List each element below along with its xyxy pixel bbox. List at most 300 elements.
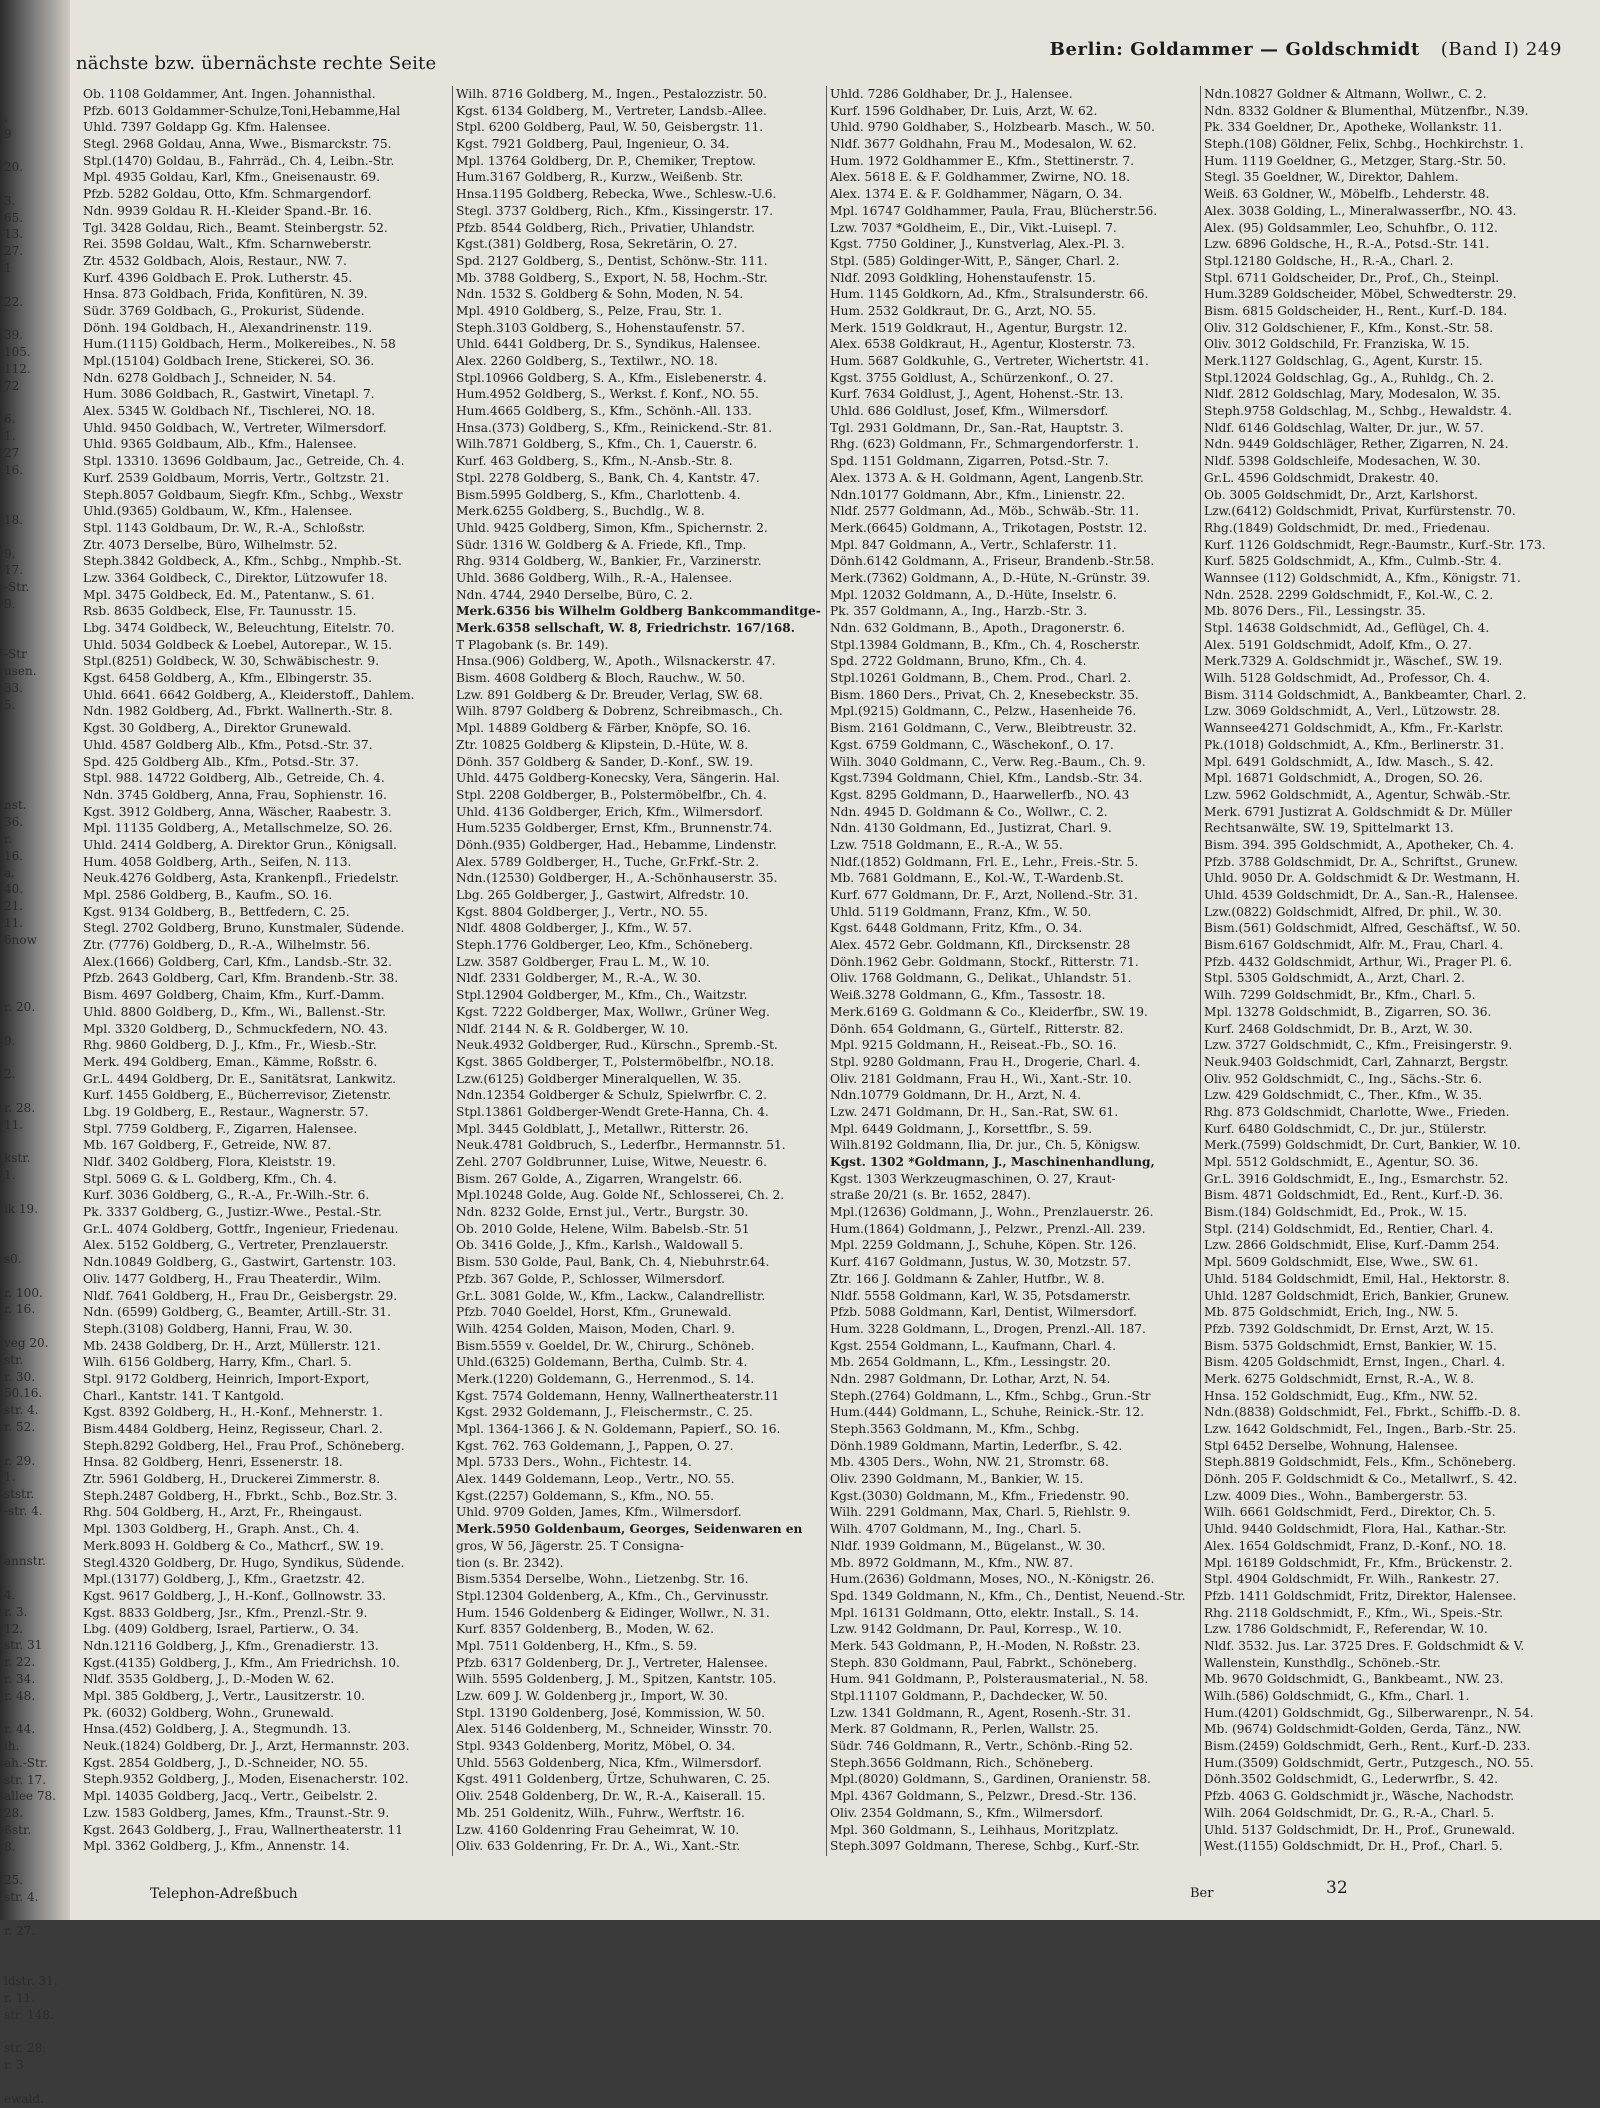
listing-entry: Uhld. 3686 Goldberg, Wilh., R.-A., Halensee. (456, 570, 733, 585)
listing-entry: Wilh. 4707 Goldmann, M., Ing., Charl. 5. (830, 1522, 1082, 1537)
listing-entry: Ndn. 4130 Goldmann, Ed., Justizrat, Charl. 9. (830, 821, 1112, 836)
listing-entry: Rhg. 2118 Goldschmidt, F., Kfm., Wi., Speis.-Str. (1204, 1605, 1503, 1620)
listing-entry: Lbg. 19 Goldberg, E., Restaur., Wagnerstr. 57. (83, 1104, 369, 1119)
listing-entry: Uhld. 8800 Goldberg, D., Kfm., Wi., Ballenst.-Str. (83, 1004, 387, 1019)
listing-entry: Mpl. 1303 Goldberg, H., Graph. Anst., Ch. 4. (83, 1522, 360, 1537)
listing-entry: Mpl. 16871 Goldschmidt, A., Drogen, SO. 26. (1204, 771, 1483, 786)
listing-entry: Merk.1127 Goldschlag, G., Agent, Kurstr. 15. (1204, 354, 1483, 368)
listing-entry: Hum. 3086 Goldbach, R., Gastwirt, Vinetapl. 7. (83, 387, 375, 402)
listing-entry: Bism. 6815 Goldscheider, H., Rent., Kurf.-D. 184. (1204, 303, 1508, 318)
listing-entry: Mb. 7681 Goldmann, E., Kol.-W., T.-Wardenb.St. (830, 871, 1124, 886)
footer-page-number: 32 (1326, 1878, 1348, 1898)
listing-entry: Kurf. 3036 Goldberg, G., R.-A., Fr.-Wilh.-Str. 6. (83, 1188, 370, 1203)
listing-entry: Uhld. 9050 Dr. A. Goldschmidt & Dr. Westmann, H. (1204, 871, 1521, 886)
margin-fragment (4, 781, 78, 798)
listing-entry: Uhld. 7286 Goldhaber, Dr. J., Halensee. (830, 87, 1073, 101)
listing-entry: Alex. 5152 Goldberg, G., Vertreter, Prenzlauerstr. (83, 1238, 389, 1253)
listing-entry: Merk.8093 H. Goldberg & Co., Mathcrf., SW. 19. (83, 1538, 384, 1553)
listing-entry: Spd. 2127 Goldberg, S., Dentist, Schönw.-Str. 111. (456, 253, 768, 268)
margin-fragment (4, 747, 78, 764)
listing-entry: Lzw. 891 Goldberg & Dr. Breuder, Verlag, SW. 68. (456, 687, 763, 702)
listing-entry: Kgst. 7750 Goldiner, J., Kunstverlag, Alex.-Pl. 3. (830, 237, 1125, 252)
listing-entry: Stpl.12024 Goldschlag, Gg., A., Ruhldg., Ch. 2. (1204, 370, 1495, 385)
margin-fragment: 18. (4, 512, 24, 527)
page-title: Berlin: Goldammer — Goldschmidt (1049, 39, 1420, 60)
listing-entry: Merk.5950 Goldenbaum, Georges, Seidenwaren en (456, 1522, 803, 1537)
listing-entry: Neuk.9403 Goldschmidt, Carl, Zahnarzt, Bergstr. (1204, 1054, 1509, 1069)
listing-entry: Bism.5995 Goldberg, S., Kfm., Charlottenb. 4. (456, 487, 741, 502)
listing-entry: Nldf. 4808 Goldberger, J., Kfm., W. 57. (456, 921, 692, 936)
listing-entry: Gr.L. 3916 Goldschmidt, E., Ing., Esmarchstr. 52. (1204, 1171, 1509, 1186)
listing-entry: Bism.(561) Goldschmidt, Alfred, Geschäftsf., W. 50. (1204, 921, 1521, 936)
listing-entry: Dönh.3502 Goldschmidt, G., Lederwrfbr., S. 42. (1204, 1772, 1498, 1787)
listing-entry: Oliv. 952 Goldschmidt, C., Ing., Sächs.-Str. 6. (1204, 1071, 1482, 1086)
listing-entry: Hum.(1864) Goldmann, J., Pelzwr., Prenzl.-All. 239. (830, 1221, 1146, 1236)
listing-entry: Kurf. 6480 Goldschmidt, C., Dr. jur., Stülerstr. (1204, 1121, 1487, 1136)
listing-entry: Kgst. 762. 763 Goldemann, J., Pappen, O. 27. (456, 1438, 734, 1453)
listing-entry: Spd. 2722 Goldmann, Bruno, Kfm., Ch. 4. (830, 654, 1087, 669)
listing-entry: Merk.(1220) Goldemann, G., Herrenmod., S. 14. (456, 1371, 755, 1386)
listing-entry: Kurf. 1455 Goldberg, E., Bücherrevisor, Zietenstr. (83, 1088, 392, 1103)
margin-fragment: 105. (4, 344, 31, 359)
listing-entry: Hum. 1119 Goeldner, G., Metzger, Starg.-Str. 50. (1204, 153, 1507, 168)
listing-entry: Mpl. 16747 Goldhammer, Paula, Frau, Blücherstr.56. (830, 203, 1158, 218)
listing-entry: Hum.(444) Goldmann, L., Schuhe, Reinick.-Str. 12. (830, 1405, 1145, 1420)
margin-fragment (4, 713, 78, 730)
listing-entry: Alex.(1666) Goldberg, Carl, Kfm., Landsb.-Str. 32. (83, 954, 393, 969)
listing-entry: Kurf. 2468 Goldschmidt, Dr. B., Arzt, W. 30. (1204, 1021, 1473, 1036)
margin-fragment (4, 1956, 78, 1973)
listing-entry: Mb. (9674) Goldschmidt-Golden, Gerda, Tänz., NW. (1204, 1722, 1522, 1737)
listing-entry: Uhld. 4539 Goldschmidt, Dr. A., San.-R., Halensee. (1204, 888, 1519, 902)
listing-entry: Neuk.(1824) Goldberg, Dr. J., Arzt, Hermannstr. 203. (83, 1739, 410, 1754)
listing-entry: Uhld. 9450 Goldbach, W., Vertreter, Wilmersdorf. (83, 420, 387, 435)
margin-fragment (4, 965, 78, 982)
listing-entry: Lzw. 609 J. W. Goldenberg jr., Import, W. 30. (456, 1689, 728, 1703)
listing-entry: Kgst. 4911 Goldenberg, Ürtze, Schuhwaren, C. 25. (456, 1772, 771, 1787)
margin-fragment: 5. (4, 697, 16, 712)
margin-fragment (4, 1906, 78, 1923)
listing-entry: Alex. 5146 Goldenberg, M., Schneider, Winsstr. 70. (456, 1722, 773, 1737)
listing-entry: Steph.8057 Goldbaum, Siegfr. Kfm., Schbg., Wexstr (83, 487, 403, 502)
listing-entry: Bism.5354 Derselbe, Wohn., Lietzenbg. Str. 16. (456, 1572, 749, 1587)
listing-entry: Kgst. 3912 Goldberg, Anna, Wäscher, Raabestr. 3. (83, 804, 392, 819)
listing-entry: Lbg. 265 Goldberger, J., Gastwirt, Alfredstr. 10. (456, 888, 749, 902)
listing-entry: Stpl.12180 Goldsche, H., R.-A., Charl. 2. (1204, 253, 1454, 268)
listing-entry: Wilh. 6156 Goldberg, Harry, Kfm., Charl. 5. (83, 1355, 352, 1370)
listing-entry: Alex. 1373 A. & H. Goldmann, Agent, Langenb.Str. (830, 470, 1144, 485)
listing-entry: Südr. 3769 Goldbach, G., Prokurist, Südende. (83, 303, 365, 318)
listing-entry: Mb. 8076 Ders., Fil., Lessingstr. 35. (1204, 604, 1426, 619)
listing-entry: Lzw. 7037 *Goldheim, E., Dir., Vikt.-Luisepl. 7. (830, 220, 1117, 235)
listing-entry: Rhg. (623) Goldmann, Fr., Schmargendorferstr. 1. (830, 437, 1139, 452)
listing-entry: Lzw. 1642 Goldschmidt, Fel., Ingen., Barb.-Str. 25. (1204, 1422, 1517, 1436)
listing-entry: Merk. 494 Goldberg, Eman., Kämme, Roßstr. 6. (83, 1054, 378, 1069)
listing-entry: Uhld.(9365) Goldbaum, W., Kfm., Halensee. (83, 504, 353, 519)
listing-entry: Uhld. 6441 Goldberg, Dr. S., Syndikus, Halensee. (456, 337, 761, 352)
listing-entry: Hum.(1115) Goldbach, Herm., Molkereibes., N. 58 (83, 337, 396, 352)
margin-fragment (4, 1016, 78, 1033)
margin-fragment: 16. (4, 462, 24, 477)
listing-entry: Oliv. 3012 Goldschild, Fr. Franziska, W. 15. (1204, 337, 1470, 352)
margin-fragment: 1. (4, 1470, 16, 1485)
listing-entry: Pfzb. 7392 Goldschmidt, Dr. Ernst, Arzt, W. 15. (1204, 1321, 1494, 1336)
margin-fragment: a. (4, 865, 15, 880)
margin-fragment: r. 3 (4, 2058, 24, 2073)
margin-fragment: ststr. (4, 1487, 35, 1502)
listing-entry: Bism. 1860 Ders., Privat, Ch. 2, Knesebeckstr. 35. (830, 687, 1139, 702)
margin-fragment: 3. (4, 193, 16, 208)
listing-entry: Uhld. 9790 Goldhaber, S., Holzbearb. Masch., W. 50. (830, 120, 1155, 135)
listing-entry: Mb. 167 Goldberg, F., Getreide, NW. 87. (83, 1138, 332, 1153)
footer-mark: Ber (1190, 1886, 1214, 1901)
listing-entry: Kgst.(2257) Goldemann, S., Kfm., NO. 55. (456, 1488, 714, 1503)
column-1 (80, 86, 450, 1856)
listing-entry: Stegl. 2968 Goldau, Anna, Wwe., Bismarckstr. 75. (83, 137, 392, 152)
listing-entry: Kurf. 2539 Goldbaum, Morris, Vertr., Goltzstr. 21. (83, 470, 390, 485)
listing-entry: Mpl. 6449 Goldmann, J., Korsettfbr., S. 59. (830, 1121, 1093, 1136)
listing-entry: Ztr. (7776) Goldberg, D., R.-A., Wilhelmstr. 56. (83, 938, 371, 953)
listing-entry: Rhg. 9860 Goldberg, D. J., Kfm., Fr., Wiesb.-Str. (83, 1038, 377, 1053)
listing-entry: Wilh.7871 Goldberg, S., Kfm., Ch. 1, Cauerstr. 6. (456, 437, 758, 452)
listing-entry: Nldf.(1852) Goldmann, Frl. E., Lehr., Freis.-Str. 5. (830, 854, 1139, 869)
listing-entry: Ndn. 2528. 2299 Goldschmidt, F., Kol.-W., C. 2. (1204, 587, 1494, 602)
listing-entry: Mpl. 6491 Goldschmidt, A., Idw. Masch., S. 42. (1204, 754, 1494, 769)
listing-entry: Hum. 5687 Goldkuhle, G., Vertreter, Wichertstr. 41. (830, 354, 1149, 368)
listing-entry: Wilh. 8797 Goldberg & Dobrenz, Schreibmasch., Ch. (456, 704, 783, 719)
margin-fragment: 1 (4, 260, 12, 275)
listing-entry: Lzw. 9142 Goldmann, Dr. Paul, Korresp., W. 10. (830, 1622, 1122, 1637)
listing-entry: Ndn. 1532 S. Goldberg & Sohn, Moden, N. 54. (456, 287, 744, 302)
listing-entry: Mpl. 847 Goldmann, A., Vertr., Schlaferstr. 11. (830, 537, 1117, 552)
listing-entry: Pfzb. 8544 Goldberg, Rich., Privatier, Uhlandstr. (456, 220, 755, 235)
listing-entry: Kgst.(3030) Goldmann, M., Kfm., Friedenstr. 90. (830, 1488, 1130, 1503)
listing-entry: Steph.8819 Goldschmidt, Fels., Kfm., Schöneberg. (1204, 1455, 1516, 1470)
listing-entry: Kgst. 8295 Goldmann, D., Haarwellerfb., NO. 43 (830, 787, 1130, 802)
margin-fragment: r. 100. (4, 1285, 43, 1300)
listing-entry: Lbg. (409) Goldberg, Israel, Partierw., O. 34. (83, 1622, 359, 1637)
listing-entry: Ndn.12354 Goldberger & Schulz, Spielwrfbr. C. 2. (456, 1088, 768, 1103)
continuation-note: nächste bzw. übernächste rechte Seite (76, 53, 437, 74)
listing-entry: Rechtsanwälte, SW. 19, Spittelmarkt 13. (1204, 821, 1454, 836)
listing-entry: Pfzb. 6013 Goldammer-Schulze,Toni,Hebamme,Hal (83, 103, 401, 118)
margin-fragment (4, 1318, 78, 1335)
listing-entry: Kgst. 2643 Goldberg, J., Frau, Wallnertheaterstr. 11 (83, 1822, 404, 1837)
listing-entry: Uhld.(6325) Goldemann, Bertha, Culmb. Str. 4. (456, 1355, 748, 1370)
listing-entry: Stpl. 6711 Goldscheider, Dr., Prof., Ch., Steinpl. (1204, 270, 1500, 285)
listing-entry: Stpl. 9343 Goldenberg, Moritz, Möbel, O. 34. (456, 1739, 736, 1754)
margin-fragment (4, 394, 78, 411)
margin-fragment: annstr. (4, 1554, 46, 1569)
listing-entry: Stegl.4320 Goldberg, Dr. Hugo, Syndikus, Südende. (83, 1555, 405, 1570)
listing-entry: Steph.3103 Goldberg, S., Hohenstaufenstr. 57. (456, 320, 746, 335)
listing-entry: Wilh. 8716 Goldberg, M., Ingen., Pestalozzistr. 50. (456, 87, 768, 101)
listing-entry: Uhld. 4587 Goldberg Alb., Kfm., Potsd.-Str. 37. (83, 737, 373, 752)
listing-entry: Mpl. 4935 Goldau, Karl, Kfm., Gneisenaustr. 69. (83, 170, 380, 185)
listing-entry: Ndn. 4744, 2940 Derselbe, Büro, C. 2. (456, 587, 693, 602)
listing-entry: Steph.1776 Goldberger, Leo, Kfm., Schöneberg. (456, 938, 753, 953)
margin-fragment: ßstr. (4, 1823, 32, 1838)
listing-entry: Wilh. 6661 Goldschmidt, Ferd., Direktor, Ch. 5. (1204, 1505, 1496, 1520)
listing-entry: Uhld. 7397 Goldapp Gg. Kfm. Halensee. (83, 120, 331, 135)
listing-entry: Nldf. 3677 Goldhahn, Frau M., Modesalon, W. 62. (830, 137, 1137, 152)
listing-entry: Mpl.(15104) Goldbach Irene, Stickerei, SO. 36. (83, 354, 375, 368)
listing-entry: Ndn.10827 Goldner & Altmann, Wollwr., C. 2. (1204, 87, 1487, 101)
margin-fragment: str. 28. (4, 2041, 47, 2056)
listing-entry: Stpl. 2278 Goldberg, S., Bank, Ch. 4, Kantstr. 47. (456, 470, 760, 485)
listing-entry: Kgst. 2932 Goldemann, J., Fleischermstr., C. 25. (456, 1405, 753, 1420)
listing-entry: Lzw. 4160 Goldenring Frau Geheimrat, W. 10. (456, 1822, 740, 1837)
margin-fragment: 17. (4, 563, 24, 578)
listing-entry: Alex. 4572 Gebr. Goldmann, Kfl., Dircksenstr. 28 (830, 938, 1131, 953)
margin-fragment: 65. (4, 210, 24, 225)
listing-entry: Stpl 6452 Derselbe, Wohnung, Halensee. (1204, 1438, 1459, 1453)
listing-entry: Mpl. 11135 Goldberg, A., Metallschmelze, SO. 26. (83, 821, 393, 836)
listing-entry: Ndn. 8332 Goldner & Blumenthal, Mützenfbr., N.39. (1204, 103, 1529, 118)
listing-entry: Kgst. 8804 Goldberger, J., Vertr., NO. 55. (456, 904, 708, 919)
margin-fragment: r. 28. (4, 1100, 36, 1115)
listing-entry: Dönh. 654 Goldmann, G., Gürtelf., Ritterstr. 82. (830, 1021, 1124, 1036)
margin-fragment (4, 982, 78, 999)
listing-entry: Mb. 875 Goldschmidt, Erich, Ing., NW. 5. (1204, 1305, 1459, 1320)
listing-entry: Ndn. 9449 Goldschläger, Rether, Zigarren, N. 24. (1204, 437, 1509, 452)
listing-entry: Ndn.10177 Goldmann, Abr., Kfm., Linienstr. 22. (830, 487, 1125, 502)
listing-entry: Nldf. 3535 Goldberg, J., D.-Moden W. 62. (83, 1672, 335, 1687)
listing-entry: Nldf. 2577 Goldmann, Ad., Möb., Schwäb.-Str. 11. (830, 504, 1139, 519)
listing-entry: Mb. 3788 Goldberg, S., Export, N. 58, Hochm.-Str. (456, 270, 768, 285)
margin-fragment: veg 20. (4, 1335, 49, 1350)
listing-entry: Südr. 1316 W. Goldberg & A. Friede, Kfl., Tmp. (456, 537, 747, 552)
listing-entry: Merk. 6275 Goldschmidt, Ernst, R.-A., W. 8. (1204, 1371, 1474, 1386)
listing-entry: Hum.4665 Goldberg, S., Kfm., Schönh.-All. 133. (456, 404, 752, 419)
listing-entry: Ndn.10849 Goldberg, G., Gastwirt, Gartenstr. 103. (83, 1255, 397, 1270)
listing-entry: Lzw. 1583 Goldberg, James, Kfm., Traunst.-Str. 9. (83, 1805, 390, 1820)
listing-entry: Stpl. (585) Goldinger-Witt, P., Sänger, Charl. 2. (830, 253, 1120, 268)
listing-entry: Hnsa.(906) Goldberg, W., Apoth., Wilsnackerstr. 47. (456, 654, 776, 669)
margin-fragment: kstr. (4, 1151, 31, 1166)
listing-entry: Nldf. 1939 Goldmann, M., Bügelanst., W. 30. (830, 1538, 1106, 1553)
listing-entry: Dönh. 357 Goldberg & Sander, D.-Konf., SW. 19. (456, 754, 754, 769)
listing-entry: gros, W 56, Jägerstr. 25. T Consigna- (456, 1538, 684, 1553)
listing-entry: tion (s. Br. 2342). (456, 1555, 564, 1570)
listing-entry: Ztr. 10825 Goldberg & Klipstein, D.-Hüte, W. 8. (456, 737, 749, 752)
margin-fragment: str. (4, 1352, 24, 1367)
margin-fragment: 28. (4, 1806, 24, 1821)
listing-entry: Oliv. 1477 Goldberg, H., Frau Theaterdir., Wilm. (83, 1271, 382, 1286)
listing-entry: Hum.(4201) Goldschmidt, Gg., Silberwarenpr., N. 54. (1204, 1705, 1534, 1720)
listing-entry: Wilh. 5128 Goldschmidt, Ad., Professor, Ch. 4. (1204, 671, 1491, 686)
listing-entry: Alex. 5618 E. & F. Goldhammer, Zwirne, NO. 18. (830, 170, 1131, 185)
listing-entry: Ob. 3416 Golde, J., Kfm., Karlsh., Waldowall 5. (456, 1238, 744, 1253)
column-4 (1200, 86, 1571, 1856)
listing-entry: Alex. 1374 E. & F. Goldhammer, Nägarn, O. 34. (830, 187, 1123, 202)
listing-entry: Uhld. 1287 Goldschmidt, Erich, Bankier, Grunew. (1204, 1288, 1510, 1303)
listing-entry: Lzw. 3587 Goldberger, Frau L. M., W. 10. (456, 954, 710, 969)
margin-fragment (4, 1436, 78, 1453)
listing-entry: Alex. 2260 Goldberg, S., Textilwr., NO. 18. (456, 354, 718, 368)
listing-entry: Stpl. 5305 Goldschmidt, A., Arzt, Charl. 2. (1204, 971, 1465, 986)
listing-entry: Mpl. 5733 Ders., Wohn., Fichtestr. 14. (456, 1455, 692, 1470)
listing-entry: Alex. 1654 Goldschmidt, Franz, D.-Konf., NO. 18. (1204, 1538, 1507, 1553)
listing-entry: Neuk.4932 Goldberger, Rud., Kürschn., Spremb.-St. (456, 1038, 778, 1053)
margin-fragment (4, 764, 78, 781)
listing-entry: West.(1155) Goldschmidt, Dr. H., Prof., Charl. 5. (1204, 1839, 1503, 1854)
listing-entry: Hum.3167 Goldberg, R., Kurzw., Weißenb. Str. (456, 170, 744, 185)
listing-entry: Kgst.(381) Goldberg, Rosa, Sekretärin, O. 27. (456, 237, 738, 252)
margin-fragment: 9 (4, 126, 12, 141)
margin-fragment: r. 30. (4, 1369, 36, 1384)
listing-entry: Lzw.(6412) Goldschmidt, Privat, Kurfürstenstr. 70. (1204, 504, 1516, 519)
listing-entry: Hnsa.1195 Goldberg, Rebecka, Wwe., Schlesw.-U.6. (456, 187, 777, 202)
listing-entry: Lzw. 1341 Goldmann, R., Agent, Rosenh.-Str. 31. (830, 1705, 1131, 1720)
listing-entry: Steph.9758 Goldschlag, M., Schbg., Hewaldstr. 4. (1204, 404, 1512, 419)
listing-entry: Mpl. 13278 Goldschmidt, B., Zigarren, SO. 36. (1204, 1004, 1492, 1019)
listing-entry: Mpl.(9215) Goldmann, C., Pelzw., Hasenheide 76. (830, 704, 1137, 719)
listing-entry: Mpl. 5512 Goldschmidt, E., Agentur, SO. 36. (1204, 1155, 1479, 1169)
margin-fragment: 112. (4, 361, 31, 376)
margin-fragment: 2. (4, 1067, 16, 1082)
listing-entry: Nldf. 5558 Goldmann, Karl, W. 35, Potsdamerstr. (830, 1288, 1131, 1303)
listing-entry: Rhg. 873 Goldschmidt, Charlotte, Wwe., Frieden. (1204, 1104, 1510, 1119)
listing-entry: Wilh. 3040 Goldmann, C., Verw. Reg.-Baum., Ch. 9. (830, 754, 1146, 769)
margin-fragment: 33. (4, 680, 24, 695)
listing-entry: Ztr. 166 J. Goldmann & Zahler, Hutfbr., W. 8. (830, 1271, 1105, 1286)
margin-fragment: r. 34. (4, 1671, 36, 1686)
listing-entry: Lzw. 2866 Goldschmidt, Elise, Kurf.-Damm 254. (1204, 1238, 1500, 1253)
listing-entry: Lzw. 3727 Goldschmidt, C., Kfm., Freisingerstr. 9. (1204, 1038, 1513, 1053)
listing-entry: Kgst. 8392 Goldberg, H., H.-Konf., Mehnerstr. 1. (83, 1405, 383, 1420)
listing-entry: Lzw. 429 Goldschmidt, C., Ther., Kfm., W. 35. (1204, 1088, 1483, 1103)
listing-entry: Mpl.(13177) Goldberg, J., Kfm., Graetzstr. 42. (83, 1572, 365, 1587)
listing-entry: Tgl. 2931 Goldmann, Dr., San.-Rat, Hauptstr. 3. (830, 420, 1124, 435)
facing-page-margin-fragments (4, 92, 78, 2108)
listing-entry: Uhld. 5184 Goldschmidt, Emil, Hal., Hektorstr. 8. (1204, 1271, 1510, 1286)
listing-entry: Südr. 746 Goldmann, R., Vertr., Schönb.-Ring 52. (830, 1739, 1133, 1754)
margin-fragment (4, 1268, 78, 1285)
listing-entry: Oliv. 312 Goldschiener, F., Kfm., Konst.-Str. 58. (1204, 320, 1494, 335)
listing-entry: Mpl. 4367 Goldmann, S., Pelzwr., Dresd.-Str. 136. (830, 1789, 1137, 1804)
listing-entry: Mpl. 2586 Goldberg, B., Kaufm., SO. 16. (83, 888, 333, 902)
listing-entry: Dönh.1989 Goldmann, Martin, Lederfbr., S. 42. (830, 1438, 1123, 1453)
listing-entry: Gr.L. 4074 Goldberg, Gottfr., Ingenieur, Friedenau. (83, 1221, 399, 1236)
listing-entry: Wilh. 2064 Goldschmidt, Dr. G., R.-A., Charl. 5. (1204, 1805, 1495, 1820)
listing-entry: Wilh. 7299 Goldschmidt, Br., Kfm., Charl. 5. (1204, 988, 1476, 1003)
listing-entry: Kgst.(4135) Goldberg, J., Kfm., Am Friedrichsh. 10. (83, 1655, 400, 1670)
listing-entry: Hnsa. 152 Goldschmidt, Eug., Kfm., NW. 52. (1204, 1388, 1478, 1403)
listing-entry: Kgst. 3755 Goldlust, A., Schürzenkonf., O. 27. (830, 370, 1114, 385)
listing-entry: Kurf. 463 Goldberg, S., Kfm., N.-Ansb.-Str. 8. (456, 454, 733, 469)
listing-entry: Dönh.6142 Goldmann, A., Friseur, Brandenb.-Str.58. (830, 554, 1155, 569)
listing-entry: Kurf. 1596 Goldhaber, Dr. Luis, Arzt, W. 62. (830, 103, 1098, 118)
listing-entry: Wilh. 2291 Goldmann, Max, Charl. 5, Riehlstr. 9. (830, 1505, 1131, 1520)
listing-entry: Merk. 543 Goldmann, P., H.-Moden, N. Roßstr. 23. (830, 1638, 1141, 1653)
running-header (1050, 39, 1562, 60)
listing-entry: Pk. 357 Goldmann, A., Ing., Harzb.-Str. 3. (830, 604, 1088, 619)
listing-entry: Ndn. 9939 Goldau R. H.-Kleider Spand.-Br. 16. (83, 203, 372, 218)
listing-entry: Bism. 3114 Goldschmidt, A., Bankbeamter, Charl. 2. (1204, 687, 1527, 702)
margin-fragment (4, 1856, 78, 1873)
column-2 (452, 86, 825, 1856)
margin-fragment (4, 1217, 78, 1234)
listing-entry: Weiß. 63 Goldner, W., Möbelfb., Lehderstr. 48. (1204, 187, 1490, 202)
listing-entry: Hum. 941 Goldmann, P., Polsterausmaterial., N. 58. (830, 1672, 1149, 1687)
listing-entry: Kgst. 2554 Goldmann, L., Kaufmann, Charl. 4. (830, 1338, 1116, 1353)
listing-entry: Lzw. 6896 Goldsche, H., R.-A., Potsd.-Str. 141. (1204, 237, 1490, 252)
listing-entry: Ndn. 3745 Goldberg, Anna, Frau, Sophienstr. 16. (83, 787, 387, 802)
listing-entry: Merk.6358 sellschaft, W. 8, Friedrichstr. 167/168. (456, 621, 795, 635)
listing-entry: Wannsee (112) Goldschmidt, A., Kfm., Königstr. 71. (1204, 570, 1521, 585)
listing-entry: Mb. 4305 Ders., Wohn, NW. 21, Stromstr. 68. (830, 1455, 1109, 1470)
listing-entry: Oliv. 2548 Goldenberg, Dr. W., R.-A., Kaiserall. 15. (456, 1789, 766, 1804)
listing-entry: Wilh. 4254 Golden, Maison, Moden, Charl. 9. (456, 1321, 735, 1336)
margin-fragment (4, 1184, 78, 1201)
listing-entry: Kurf. 7634 Goldlust, J., Agent, Hohenst.-Str. 13. (830, 387, 1124, 402)
listing-entry: Lzw. 7518 Goldmann, E., R.-A., W. 55. (830, 837, 1063, 852)
listing-entry: Ndn. 2987 Goldmann, Dr. Lothar, Arzt, N. 54. (830, 1371, 1111, 1386)
listing-entry: Lzw. 4009 Dies., Wohn., Bambergerstr. 53. (1204, 1488, 1468, 1503)
margin-fragment: str. 17. (4, 1772, 47, 1787)
margin-fragment: ldstr. 31. (4, 1974, 58, 1989)
listing-entry: Mpl. 3320 Goldberg, D., Schmuckfedern, NO. 43. (83, 1021, 388, 1036)
listing-entry: Hum.5235 Goldberger, Ernst, Kfm., Brunnenstr.74. (456, 821, 773, 836)
listing-entry: Alex. 3038 Golding, L., Mineralwasserfbr., NO. 43. (1204, 203, 1517, 218)
margin-fragment: 13. (4, 227, 24, 242)
margin-fragment (4, 529, 78, 546)
listing-entry: Nldf. 6146 Goldschlag, Walter, Dr. jur., W. 57. (1204, 420, 1484, 435)
margin-fragment: 21. (4, 899, 24, 914)
listing-entry: Uhld. 6641. 6642 Goldberg, A., Kleiderstoff., Dahlem. (83, 687, 415, 702)
listing-entry: Mpl. 14889 Goldberg & Färber, Knöpfe, SO. 16. (456, 721, 751, 736)
listing-entry: Nldf. 2331 Goldberger, M., R.-A., W. 30. (456, 971, 702, 986)
listing-entry: Pfzb. 4432 Goldschmidt, Arthur, Wi., Prager Pl. 6. (1204, 954, 1512, 969)
listing-entry: Bism. 4205 Goldschmidt, Ernst, Ingen., Charl. 4. (1204, 1355, 1506, 1370)
listing-entry: Bism.(184) Goldschmidt, Ed., Prok., W. 15. (1204, 1205, 1468, 1220)
listing-entry: Mpl. 13764 Goldberg, Dr. P., Chemiker, Treptow. (456, 153, 756, 168)
margin-fragment (4, 1083, 78, 1100)
listing-entry: Alex. 5191 Goldschmidt, Adolf, Kfm., O. 27. (1204, 637, 1472, 652)
listing-entry: Hum.3289 Goldscheider, Möbel, Schwedterstr. 29. (1204, 287, 1517, 302)
listing-entry: Mpl. 5609 Goldschmidt, Else, Wwe., SW. 61. (1204, 1255, 1479, 1270)
listing-entry: Kgst. 7222 Goldberger, Max, Wollwr., Grüner Weg. (456, 1004, 770, 1019)
margin-fragment: 16. (4, 848, 24, 863)
listing-entry: Pk. (6032) Goldberg, Wohn., Grunewald. (83, 1705, 334, 1720)
listing-entry: Mb. 8972 Goldmann, M., Kfm., NW. 87. (830, 1555, 1074, 1570)
margin-fragment (4, 277, 78, 294)
listing-entry: Nldf. 7641 Goldberg, H., Frau Dr., Geisbergstr. 29. (83, 1288, 398, 1303)
listing-entry: Pfzb. 4063 G. Goldschmidt jr., Wäsche, Nachodstr. (1204, 1789, 1515, 1804)
listing-entry: Pfzb. 367 Golde, P., Schlosser, Wilmersdorf. (456, 1271, 725, 1286)
margin-fragment: allee 78. (4, 1789, 56, 1804)
listing-entry: Uhld. 5034 Goldbeck & Loebel, Autorepar., W. 15. (83, 637, 392, 652)
listing-entry: Ndn.10779 Goldmann, Dr. H., Arzt, N. 4. (830, 1088, 1082, 1103)
listing-entry: Uhld. 2414 Goldberg, A. Direktor Grun., Königsall. (83, 837, 397, 852)
listing-entry: Kgst. 3865 Goldberger, T., Polstermöbelfbr., NO.18. (456, 1054, 775, 1069)
listing-entry: Stpl. 13190 Goldenberg, José, Kommission, W. 50. (456, 1705, 765, 1720)
listing-entry: Mpl. 385 Goldberg, J., Vertr., Lausitzerstr. 10. (83, 1689, 365, 1703)
listing-entry (1201, 1855, 1571, 1856)
listing-entry: Pk. 3337 Goldberg, G., Justizr.-Wwe., Pestal.-Str. (83, 1205, 382, 1220)
listing-entry: straße 20/21 (s. Br. 1652, 2847). (830, 1188, 1031, 1203)
margin-fragment (4, 478, 78, 495)
listing-entry: Mpl.(8020) Goldmann, S., Gardinen, Oranienstr. 58. (830, 1772, 1151, 1787)
listing-entry: Nldf. 5398 Goldschleife, Modesachen, W. 30. (1204, 454, 1481, 469)
listing-entry: Hnsa.(373) Goldberg, S., Kfm., Reinickend.-Str. 81. (456, 420, 772, 435)
listing-entry: Mpl. 1364-1366 J. & N. Goldemann, Papierf., SO. 16. (456, 1422, 781, 1436)
listing-entry: Steph.3097 Goldmann, Therese, Schbg., Kurf.-Str. (830, 1839, 1140, 1854)
listing-entry: Oliv. 633 Goldenring, Fr. Dr. A., Wi., Xant.-Str. (456, 1839, 741, 1854)
listing-entry: Merk.6169 G. Goldmann & Co., Kleiderfbr., SW. 19. (830, 1004, 1148, 1019)
margin-fragment: 22. (4, 294, 24, 309)
